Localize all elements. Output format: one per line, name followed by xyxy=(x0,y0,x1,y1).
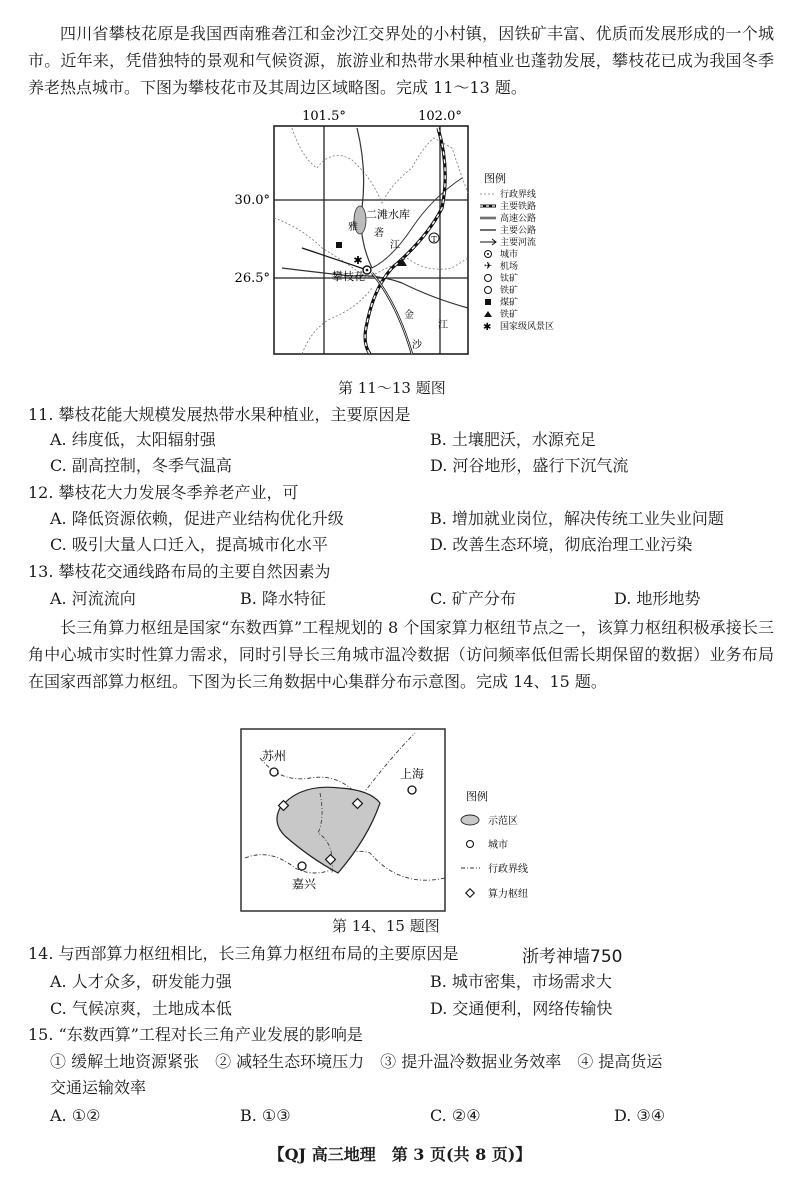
legend-title: 图例 xyxy=(484,172,506,185)
legend-title: 图例 xyxy=(466,790,488,803)
q12-option-b: B. 增加就业岗位，解决传统工业失业问题 xyxy=(430,509,724,528)
q11-option-d: D. 河谷地形，盛行下沉气流 xyxy=(430,456,629,475)
legend-item: 钛矿 xyxy=(500,274,519,284)
yalong-river xyxy=(357,128,372,268)
city-label: 上海 xyxy=(400,767,425,781)
q11-option-a: A. 纬度低，太阳辐射强 xyxy=(50,430,216,449)
q15-option-d: D. ③④ xyxy=(614,1106,666,1125)
q13-option-a: A. 河流流向 xyxy=(50,589,136,608)
q15-option-b: B. ①③ xyxy=(240,1106,291,1125)
passage-2: 长三角算力枢纽是国家“东数西算”工程规划的 8 个国家算力枢纽节点之一，该算力枢纽积极承接长三角中心城市实时性算力需求，同时引导长三角城市温冷数据（访问频率低但需长期保留的数据）业务布局在国家西部算力枢纽。下图为长三角数据中心集群分布示意图。完成 14、15 题。 xyxy=(28,618,774,691)
q15-stem: 15. “东数西算”工程对长三角产业发展的影响是 xyxy=(28,1025,363,1044)
legend-item: 铁矿 xyxy=(500,310,519,320)
q12-stem: 12. 攀枝花大力发展冬季养老产业，可 xyxy=(28,483,299,502)
q13-option-c: C. 矿产分布 xyxy=(430,589,516,608)
q12-option-c: C. 吸引大量人口迁入，提高城市化水平 xyxy=(50,535,328,554)
legend-item: 城市 xyxy=(488,840,508,851)
passage-1: 四川省攀枝花原是我国西南雅砻江和金沙江交界处的小村镇，因铁矿丰富、优质而发展形成的一个城市。近年来，凭借独特的景观和气候资源，旅游业和热带水果种植业也蓬勃发展，攀枝花已成为我国冬季养老热点城市。下图为攀枝花市及其周边区域略图。完成 11～13 题。 xyxy=(28,24,774,97)
legend-item: 国家级风景区 xyxy=(500,322,555,332)
legend-item: 煤矿 xyxy=(500,298,519,308)
river-label: 雅 xyxy=(348,222,358,233)
legend-item: 主要公路 xyxy=(500,226,537,236)
map2-caption: 第 14、15 题图 xyxy=(332,917,440,935)
city-label: 嘉兴 xyxy=(292,877,317,891)
page-footer: 【QJ 高三地理 第 3 页(共 8 页)】 xyxy=(268,1145,532,1164)
q15-statements-line2: 交通运输效率 xyxy=(50,1078,147,1097)
legend-item: 示范区 xyxy=(488,816,518,827)
river-branch xyxy=(372,178,462,268)
svg-text:✱: ✱ xyxy=(483,322,492,333)
q12-option-a: A. 降低资源依赖，促进产业结构优化升级 xyxy=(50,509,344,528)
legend-item: 算力枢纽 xyxy=(488,889,528,900)
q15-statements-line1: ① 缓解土地资源紧张 ② 减轻生态环境压力 ③ 提升温冷数据业务效率 ④ 提高货运 xyxy=(50,1052,663,1071)
yangtze-delta-map xyxy=(240,728,570,912)
handwritten-note: 浙考神墙750 xyxy=(522,947,623,967)
q13-option-d: D. 地形地势 xyxy=(614,589,701,608)
legend-item: 铁矿 xyxy=(500,286,519,296)
q14-option-d: D. 交通便利，网络传输快 xyxy=(430,999,613,1018)
q11-stem: 11. 攀枝花能大规模发展热带水果种植业，主要原因是 xyxy=(28,405,411,424)
q13-stem: 13. 攀枝花交通线路布局的主要自然因素为 xyxy=(28,562,331,581)
river-label: 沙 xyxy=(412,340,422,351)
coal-marker xyxy=(336,242,342,248)
svg-text:✈: ✈ xyxy=(484,261,493,272)
q12-option-d: D. 改善生态环境，彻底治理工业污染 xyxy=(430,535,693,554)
svg-text:T: T xyxy=(431,235,437,244)
legend-item: 主要河流 xyxy=(500,238,537,248)
admin-boundary xyxy=(302,288,372,354)
city-marker xyxy=(408,786,416,794)
river-label: 砻 xyxy=(374,228,384,239)
lat-label: 30.0° xyxy=(234,193,270,208)
legend-item: 主要铁路 xyxy=(500,202,537,212)
river-label: 金 xyxy=(404,310,414,321)
city-marker xyxy=(270,768,278,776)
city-label: 攀枝花 xyxy=(332,270,365,283)
q14-option-c: C. 气候凉爽，土地成本低 xyxy=(50,999,232,1018)
reservoir-label: 二滩水库 xyxy=(366,208,410,221)
legend-item: 城市 xyxy=(500,250,519,260)
legend-item: 高速公路 xyxy=(500,214,537,224)
q15-option-c: C. ②④ xyxy=(430,1106,481,1125)
map1-caption: 第 11～13 题图 xyxy=(338,379,446,397)
q14-stem: 14. 与西部算力枢纽相比，长三角算力枢纽布局的主要原因是 xyxy=(28,944,459,963)
q11-option-b: B. 土壤肥沃，水源充足 xyxy=(430,430,596,449)
river-label: 江 xyxy=(390,240,400,251)
q13-option-b: B. 降水特征 xyxy=(240,589,326,608)
q14-option-b: B. 城市密集，市场需求大 xyxy=(430,972,612,991)
q14-option-a: A. 人才众多，研发能力强 xyxy=(50,972,232,991)
river-label: 江 xyxy=(438,320,448,331)
city-marker xyxy=(298,862,306,870)
map2-legend xyxy=(461,789,528,900)
legend-item: 行政界线 xyxy=(500,190,537,200)
q11-option-c: C. 副高控制，冬季气温高 xyxy=(50,456,232,475)
lon-label: 101.5° xyxy=(302,109,346,124)
lon-label: 102.0° xyxy=(418,109,462,124)
map1-legend xyxy=(480,171,554,333)
q15-option-a: A. ①② xyxy=(50,1106,101,1125)
scenic-marker: ✱ xyxy=(353,254,363,267)
legend-item: 行政界线 xyxy=(488,864,528,875)
legend-item: 机场 xyxy=(500,262,519,272)
panzhihua-map xyxy=(234,108,582,378)
city-label: 苏州 xyxy=(262,749,287,763)
lat-label: 26.5° xyxy=(234,271,270,286)
